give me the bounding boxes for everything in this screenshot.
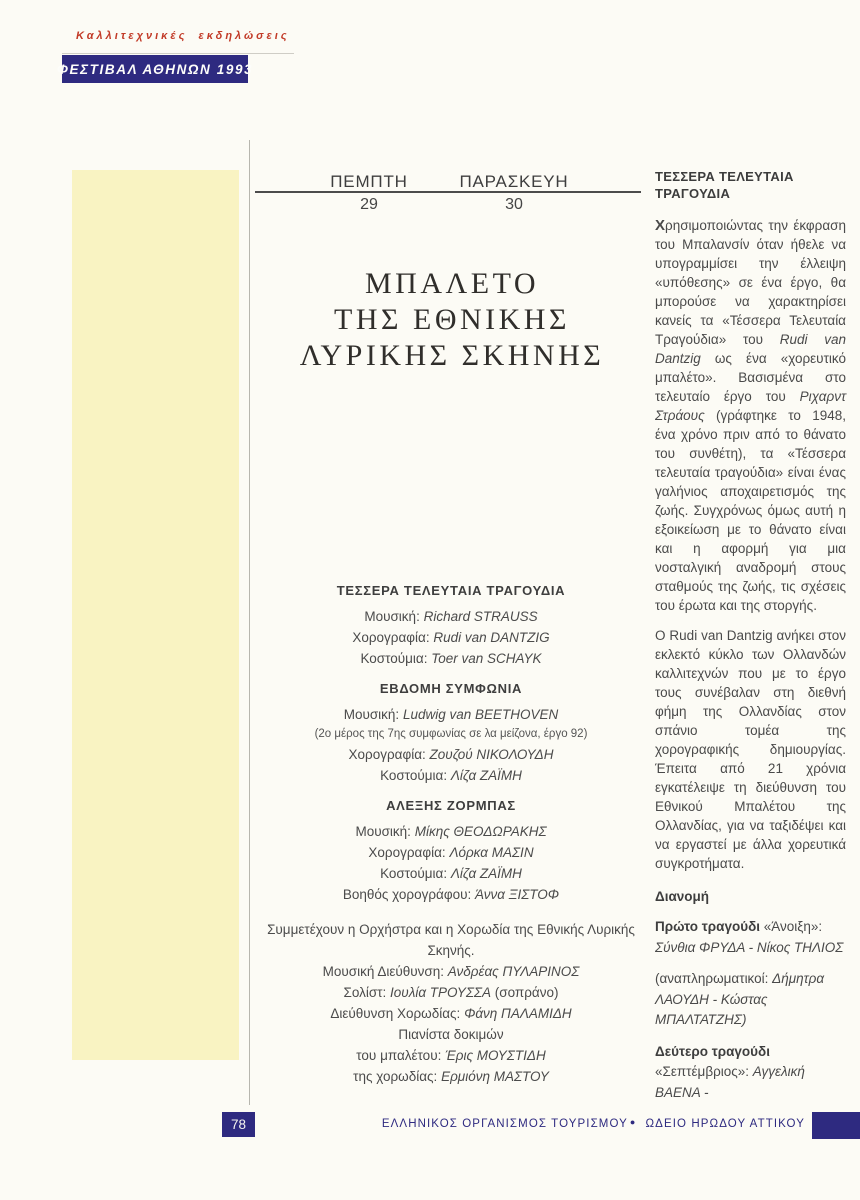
day-date-thursday: 29 <box>360 196 378 213</box>
article-heading <box>655 168 846 202</box>
dropcap-letter: Χ <box>655 217 666 234</box>
credit-line: Κοστούμια: Toer van SCHAYK <box>360 651 542 666</box>
pianists-header: Πιανίστα δοκιμών <box>398 1027 504 1042</box>
staff-line: Διεύθυνση Χορωδίας: Φάνη ΠΑΛΑΜΙΔΗ <box>330 1006 572 1021</box>
credit-line: Βοηθός χορογράφου: Άννα ΞΙΣΤΟΦ <box>342 887 560 902</box>
ensemble-note: Συμμετέχουν η Ορχήστρα και η Χορωδία της Εθνικής Λυρικής Σκηνής. <box>267 922 635 958</box>
bullet-icon: ● <box>629 1117 637 1127</box>
footer-credits <box>360 1117 805 1130</box>
festival-banner: ΦΕΣΤΙΒΑΛ ΑΘΗΝΩΝ 1993 <box>62 55 248 83</box>
program-block <box>256 580 646 1087</box>
work-title: ΤΕΣΣΕΡΑ ΤΕΛΕΥΤΑΙΑ ΤΡΑΓΟΥΔΙΑ <box>336 583 566 598</box>
article-paragraph-2: Ο Rudi van Dantzig ανήκει στον εκλεκτό κύκλο των Ολλανδών καλλιτεχνών που με το έργο τους συνέβαλαν στη διεθνή φήμη της Ολλανδίας στον σπάνιο τομέα της χορογραφικής δημιουργίας. Έπειτα από 21 χρόνια εγκατέλειψε τη διεύθυνση του Εθνικού Μπαλέτου της Ολλανδίας, για να ταξιδέψει και να εργαστεί με άλλα χορευτικά συγκροτήματα. <box>655 628 846 871</box>
work-note: (2ο μέρος της 7ης συμφωνίας σε λα μείζονα, έργο 92) <box>314 728 588 740</box>
staff-line: Σολίστ: Ιουλία ΤΡΟΥΣΣΑ (σοπράνο) <box>343 985 559 1000</box>
banner-top-rule <box>62 53 294 54</box>
category-label: Καλλιτεχνικές εκδηλώσεις <box>76 30 290 42</box>
footer-org-label: ΕΛΛΗΝΙΚΟΣ ΟΡΓΑΝΙΣΜΟΣ ΤΟΥΡΙΣΜΟΥ <box>381 1118 628 1130</box>
article-paragraph-1: Χρησιμοποιώντας την έκφραση του Μπαλανσίν όταν ήθελε να υπογραμμίσει την έλλειψη «υπόθεσης» σε ένα έργο, θα μπορούσε να χαρακτηρίσει κανείς τα «Τέσσερα Τελευταία Τραγούδια» του Rudi van Dantzig ως ένα «χορευτικό μπαλέτο». Βασισμένα στο τελευταίο έργο του Ριχαρντ Στράους (γράφτηκε το 1948, ένα χρόνο πριν από το θάνατο του συνθέτη), τα «Τέσσερα τελευταία τραγούδια» είναι ένας γαλήνιος αποχαιρετισμός της ζωής. Συγχρόνως όμως αυτή η εξοικείωση με το θάνατο είναι και η αφορμή για μια νοσταλγική αναδρομή στους σταθμούς της ζωής, τις σχέσεις του έρωτα και της στοργής. <box>655 217 846 613</box>
work-title: ΕΒΔΟΜΗ ΣΥΜΦΩΝΙΑ <box>379 681 523 696</box>
credit-line: Κοστούμια: Λίζα ΖΑΪΜΗ <box>380 866 522 881</box>
page-title-line-3: ΛΥΡΙΚΗΣ ΣΚΗΝΗΣ <box>299 339 605 372</box>
page-number: 78 <box>222 1112 255 1137</box>
credit-line: Μουσική: Richard STRAUSS <box>364 609 538 624</box>
pianist-line: του μπαλέτου: Έρις ΜΟΥΣΤΙΔΗ <box>356 1048 546 1063</box>
schedule-rule <box>255 191 641 193</box>
credit-line: Χορογραφία: Ζουζού ΝΙΚΟΛΟΥΔΗ <box>348 747 554 762</box>
article-heading-line-2: ΤΡΑΓΟΥΔΙΑ <box>655 186 731 201</box>
article-column <box>655 168 846 1114</box>
credit-line: Μουσική: Μίκης ΘΕΟΔΩΡΑΚΗΣ <box>355 824 547 839</box>
work-seventh-symphony <box>256 678 646 786</box>
pianist-line: της χορωδίας: Ερμιόνη ΜΑΣΤΟΥ <box>353 1069 549 1084</box>
credit-line: Κοστούμια: Λίζα ΖΑΪΜΗ <box>380 768 522 783</box>
cast-entry-second-song: Δεύτερο τραγούδι «Σεπτέμβριος»: Αγγελική ΒΑΕΝΑ - <box>655 1043 805 1100</box>
cast-section-header: Διανομή <box>655 889 710 904</box>
article-heading-line-1: ΤΕΣΣΕΡΑ ΤΕΛΕΥΤΑΙΑ <box>655 169 794 184</box>
credit-line: Χορογραφία: Rudi van DANTZIG <box>352 630 550 645</box>
credit-line: Χορογραφία: Λόρκα ΜΑΣΙΝ <box>368 845 534 860</box>
work-title: ΑΛΕΞΗΣ ΖΟΡΜΠΑΣ <box>386 798 516 813</box>
day-name-friday: ΠΑΡΑΣΚΕΥΗ <box>459 172 569 191</box>
page-title-line-2: ΤΗΣ ΕΘΝΙΚΗΣ <box>334 303 570 336</box>
decorative-yellow-panel <box>72 170 239 1060</box>
credit-line: Μουσική: Ludwig van BEETHOVEN <box>343 707 559 722</box>
work-four-last-songs <box>256 580 646 669</box>
page-title <box>256 266 648 374</box>
work-alexis-zorbas <box>256 795 646 905</box>
day-date-friday: 30 <box>505 196 523 213</box>
column-divider-rule <box>249 140 250 1105</box>
day-name-thursday: ΠΕΜΠΤΗ <box>330 172 408 191</box>
cast-entry-understudies: (αναπληρωματικοί: Δήμητρα ΛΑΟΥΔΗ - Κώστας ΜΠΑΛΤΑΤΖΗΣ) <box>655 971 825 1027</box>
cast-entry-first-song: Πρώτο τραγούδι «Άνοιξη»: Σύνθια ΦΡΥΔΑ - Νίκος ΤΗΛΙΟΣ <box>655 919 844 955</box>
footer-accent-bar <box>812 1112 860 1139</box>
staff-line: Μουσική Διεύθυνση: Ανδρέας ΠΥΛΑΡΙΝΟΣ <box>322 964 580 979</box>
footer-venue-label: ΩΔΕΙΟ ΗΡΩΔΟΥ ΑΤΤΙΚΟΥ <box>645 1118 805 1130</box>
staff-credits <box>256 961 646 1087</box>
page-title-line-1: ΜΠΑΛΕΤΟ <box>364 267 540 300</box>
